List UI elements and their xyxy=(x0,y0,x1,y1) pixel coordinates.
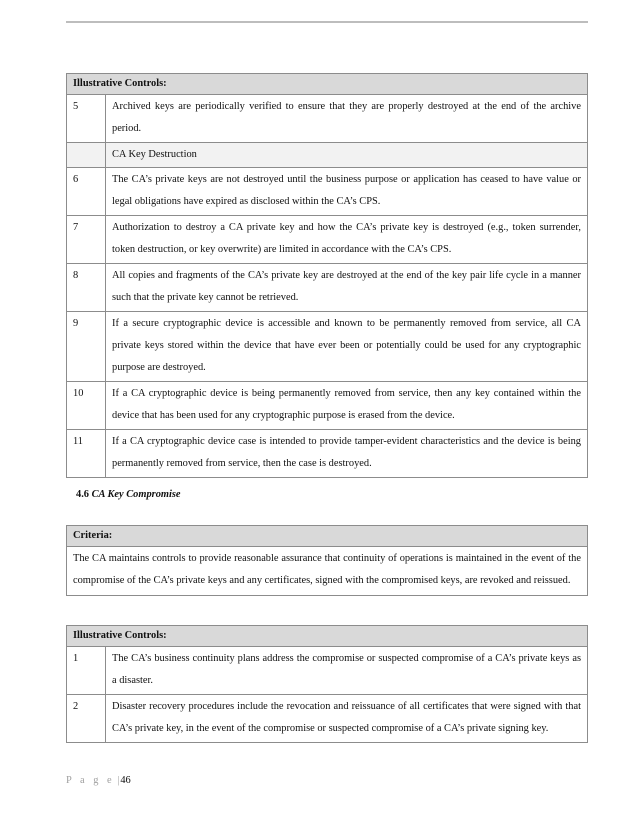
control-text: If a CA cryptographic device case is intended to provide tamper-evident characteristics and the device is being permanently removed from service, then the case is destroyed. xyxy=(106,430,588,478)
criteria-header: Criteria: xyxy=(67,526,588,547)
table-row xyxy=(67,430,588,478)
table-row xyxy=(67,168,588,216)
control-number: 1 xyxy=(67,647,106,695)
table-row xyxy=(67,647,588,695)
control-number: 11 xyxy=(67,430,106,478)
criteria-table xyxy=(66,525,588,596)
control-text: All copies and fragments of the CA’s private key are destroyed at the end of the key pair life cycle in a manner such that the private key cannot be retrieved. xyxy=(106,264,588,312)
section-heading xyxy=(76,489,181,500)
table-header: Illustrative Controls: xyxy=(67,74,588,95)
page-number: 46 xyxy=(120,775,131,786)
control-text: The CA’s business continuity plans address the compromise or suspected compromise of a CA’s private keys as a disaster. xyxy=(106,647,588,695)
criteria-text: The CA maintains controls to provide reasonable assurance that continuity of operations is maintained in the event of the compromise of the CA’s private keys and any certificates, signed with the compromised keys, are revoked and reissued. xyxy=(67,547,588,596)
illustrative-controls-table xyxy=(66,73,588,478)
table-header: Illustrative Controls: xyxy=(67,626,588,647)
table-row xyxy=(67,216,588,264)
control-number: 6 xyxy=(67,168,106,216)
table-row xyxy=(67,312,588,382)
empty-cell xyxy=(67,143,106,168)
table-row xyxy=(67,264,588,312)
control-number: 9 xyxy=(67,312,106,382)
control-number: 2 xyxy=(67,695,106,743)
footer-separator: | xyxy=(117,775,120,786)
table-row xyxy=(67,695,588,743)
control-text: Authorization to destroy a CA private key and how the CA’s private key is destroyed (e.g., token surrender, token destruction, or key overwrite) are limited in accordance with the CA’s CPS. xyxy=(106,216,588,264)
control-number: 7 xyxy=(67,216,106,264)
control-number: 10 xyxy=(67,382,106,430)
control-text: If a secure cryptographic device is accessible and known to be permanently removed from service, all CA private keys stored within the device that have ever been or potentially could be used for any cryptographic purpose are destroyed. xyxy=(106,312,588,382)
subheader-text: CA Key Destruction xyxy=(106,143,588,168)
control-text: The CA’s private keys are not destroyed until the business purpose or application has ceased to have value or legal obligations have expired as disclosed within the CA’s CPS. xyxy=(106,168,588,216)
control-text: Archived keys are periodically verified to ensure that they are properly destroyed at the end of the archive period. xyxy=(106,95,588,143)
control-text: If a CA cryptographic device is being permanently removed from service, then any key contained within the device that has been used for any cryptographic purpose is erased from the device. xyxy=(106,382,588,430)
table-row xyxy=(67,95,588,143)
table-subheader-row xyxy=(67,143,588,168)
table-row xyxy=(67,382,588,430)
control-number: 5 xyxy=(67,95,106,143)
illustrative-controls-table-2 xyxy=(66,625,588,743)
control-number: 8 xyxy=(67,264,106,312)
section-title: CA Key Compromise xyxy=(91,489,181,500)
header-rule xyxy=(66,21,588,23)
section-number: 4.6 xyxy=(76,489,89,500)
page-footer xyxy=(66,775,131,786)
page-label: P a g e xyxy=(66,775,115,786)
control-text: Disaster recovery procedures include the revocation and reissuance of all certificates that were signed with that CA’s private key, in the event of the compromise or suspected compromise of a CA’s private signing key. xyxy=(106,695,588,743)
